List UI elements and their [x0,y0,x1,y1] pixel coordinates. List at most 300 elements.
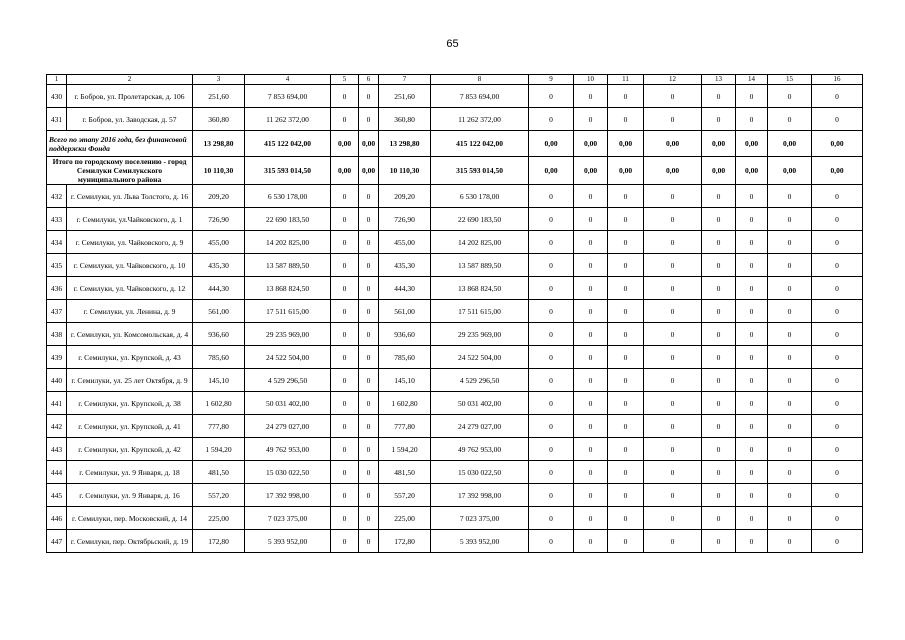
row-number-cell: 434 [47,231,67,254]
value-cell: 0 [702,208,736,231]
value-cell: 50 031 402,00 [431,392,529,415]
address-cell: г. Семилуки, ул. Чайковского, д. 10 [67,254,193,277]
value-cell: 0 [608,484,644,507]
row-number-cell: 441 [47,392,67,415]
address-cell: г. Семилуки, ул. Крупской, д. 41 [67,415,193,438]
value-cell: 0 [644,346,702,369]
total-value-cell: 13 298,80 [379,131,431,157]
address-cell: г. Семилуки, ул. 9 Января, д. 18 [67,461,193,484]
value-cell: 0 [608,507,644,530]
header-cell: 15 [768,75,812,85]
value-cell: 172,80 [193,530,245,553]
total-label: Итого по городскому поселению - город Семилуки Семилукского муниципального района [47,157,193,185]
table-row [47,85,863,108]
value-cell: 0 [608,185,644,208]
value-cell: 0 [331,484,359,507]
table-row [47,461,863,484]
value-cell: 7 853 694,00 [431,85,529,108]
total-value-cell: 13 298,80 [193,131,245,157]
row-number-cell: 444 [47,461,67,484]
value-cell: 0 [736,346,768,369]
value-cell: 0 [608,323,644,346]
value-cell: 0 [359,254,379,277]
value-cell: 0 [702,392,736,415]
table-body [47,75,863,553]
value-cell: 0 [812,392,863,415]
value-cell: 14 202 825,00 [245,231,331,254]
value-cell: 22 690 183,50 [245,208,331,231]
value-cell: 24 522 504,00 [245,346,331,369]
table-row [47,254,863,277]
table-row [47,484,863,507]
value-cell: 15 030 022,50 [245,461,331,484]
value-cell: 0 [768,300,812,323]
address-cell: г. Семилуки, пер. Октябрьский, д. 19 [67,530,193,553]
row-number-cell: 446 [47,507,67,530]
table-row [47,530,863,553]
table-row [47,369,863,392]
value-cell: 481,50 [379,461,431,484]
value-cell: 455,00 [193,231,245,254]
value-cell: 0 [574,415,608,438]
value-cell: 0 [608,461,644,484]
value-cell: 0 [702,530,736,553]
value-cell: 0 [331,85,359,108]
value-cell: 0 [331,415,359,438]
value-cell: 0 [359,108,379,131]
value-cell: 0 [736,392,768,415]
value-cell: 0 [812,369,863,392]
row-number-cell: 447 [47,530,67,553]
value-cell: 0 [812,231,863,254]
header-cell: 14 [736,75,768,85]
value-cell: 0 [574,369,608,392]
value-cell: 0 [644,369,702,392]
value-cell: 0 [702,461,736,484]
value-cell: 0 [644,185,702,208]
value-cell: 0 [331,392,359,415]
value-cell: 0 [608,415,644,438]
address-cell: г. Семилуки, ул. Ленина, д. 9 [67,300,193,323]
value-cell: 0 [574,254,608,277]
value-cell: 557,20 [193,484,245,507]
value-cell: 0 [768,323,812,346]
table-row [47,277,863,300]
value-cell: 0 [608,392,644,415]
header-cell: 4 [245,75,331,85]
total-value-cell: 0,00 [359,131,379,157]
table-row [47,231,863,254]
value-cell: 6 530 178,00 [245,185,331,208]
row-number-cell: 438 [47,323,67,346]
value-cell: 0 [812,415,863,438]
value-cell: 0 [608,530,644,553]
value-cell: 455,00 [379,231,431,254]
value-cell: 0 [736,484,768,507]
value-cell: 0 [331,300,359,323]
row-number-cell: 431 [47,108,67,131]
value-cell: 0 [608,277,644,300]
value-cell: 0 [574,85,608,108]
value-cell: 49 762 953,00 [431,438,529,461]
value-cell: 0 [702,300,736,323]
value-cell: 15 030 022,50 [431,461,529,484]
total-value-cell: 0,00 [736,131,768,157]
total-value-cell: 0,00 [608,131,644,157]
total-value-cell: 0,00 [812,131,863,157]
value-cell: 0 [331,323,359,346]
value-cell: 0 [359,323,379,346]
header-cell: 13 [702,75,736,85]
total-value-cell: 0,00 [529,157,574,185]
value-cell: 145,10 [379,369,431,392]
value-cell: 0 [359,438,379,461]
value-cell: 209,20 [379,185,431,208]
total-value-cell: 0,00 [736,157,768,185]
total-value-cell: 0,00 [768,157,812,185]
table-row [47,323,863,346]
value-cell: 13 868 824,50 [431,277,529,300]
value-cell: 225,00 [379,507,431,530]
value-cell: 0 [574,484,608,507]
value-cell: 0 [702,323,736,346]
value-cell: 0 [644,300,702,323]
value-cell: 24 279 027,00 [245,415,331,438]
value-cell: 50 031 402,00 [245,392,331,415]
value-cell: 360,80 [193,108,245,131]
value-cell: 0 [529,369,574,392]
value-cell: 0 [644,530,702,553]
table-row [47,185,863,208]
table-row [47,208,863,231]
row-number-cell: 436 [47,277,67,300]
address-cell: г. Семилуки, ул. 25 лет Октября, д. 9 [67,369,193,392]
value-cell: 0 [574,461,608,484]
value-cell: 1 602,80 [379,392,431,415]
value-cell: 0 [812,85,863,108]
value-cell: 0 [644,323,702,346]
stage-total-row [47,131,863,157]
table-row [47,438,863,461]
value-cell: 0 [768,507,812,530]
value-cell: 4 529 296,50 [431,369,529,392]
value-cell: 0 [768,438,812,461]
value-cell: 0 [529,108,574,131]
value-cell: 0 [768,185,812,208]
value-cell: 0 [768,85,812,108]
total-value-cell: 0,00 [702,131,736,157]
value-cell: 7 023 375,00 [431,507,529,530]
address-cell: г. Семилуки, пер. Московский, д. 14 [67,507,193,530]
total-value-cell: 0,00 [574,131,608,157]
value-cell: 7 853 694,00 [245,85,331,108]
value-cell: 172,80 [379,530,431,553]
value-cell: 22 690 183,50 [431,208,529,231]
header-cell: 6 [359,75,379,85]
value-cell: 0 [768,415,812,438]
table-row [47,108,863,131]
value-cell: 0 [359,346,379,369]
value-cell: 0 [608,231,644,254]
value-cell: 0 [768,392,812,415]
value-cell: 0 [331,277,359,300]
value-cell: 0 [574,231,608,254]
value-cell: 24 522 504,00 [431,346,529,369]
header-cell: 7 [379,75,431,85]
value-cell: 0 [644,484,702,507]
value-cell: 0 [768,108,812,131]
value-cell: 0 [359,85,379,108]
value-cell: 444,30 [193,277,245,300]
value-cell: 0 [529,277,574,300]
value-cell: 0 [812,507,863,530]
table-row [47,507,863,530]
value-cell: 0 [331,438,359,461]
value-cell: 4 529 296,50 [245,369,331,392]
value-cell: 0 [812,346,863,369]
value-cell: 0 [529,85,574,108]
value-cell: 0 [736,300,768,323]
value-cell: 0 [331,530,359,553]
value-cell: 0 [529,300,574,323]
value-cell: 777,80 [193,415,245,438]
value-cell: 0 [736,208,768,231]
value-cell: 13 587 889,50 [245,254,331,277]
column-number-row [47,75,863,85]
value-cell: 17 392 998,00 [431,484,529,507]
value-cell: 13 868 824,50 [245,277,331,300]
value-cell: 0 [768,254,812,277]
header-cell: 8 [431,75,529,85]
value-cell: 0 [736,85,768,108]
value-cell: 777,80 [379,415,431,438]
value-cell: 49 762 953,00 [245,438,331,461]
value-cell: 5 393 952,00 [245,530,331,553]
value-cell: 0 [812,530,863,553]
value-cell: 0 [359,231,379,254]
value-cell: 0 [529,231,574,254]
value-cell: 0 [702,415,736,438]
total-value-cell: 315 593 014,50 [431,157,529,185]
address-cell: г. Бобров, ул. Заводская, д. 57 [67,108,193,131]
total-value-cell: 415 122 042,00 [245,131,331,157]
value-cell: 0 [812,277,863,300]
value-cell: 0 [574,507,608,530]
page-number: 65 [446,38,459,50]
row-number-cell: 437 [47,300,67,323]
value-cell: 0 [608,369,644,392]
value-cell: 0 [736,369,768,392]
total-value-cell: 0,00 [702,157,736,185]
value-cell: 0 [702,85,736,108]
value-cell: 785,60 [193,346,245,369]
value-cell: 0 [812,108,863,131]
value-cell: 0 [702,254,736,277]
value-cell: 0 [529,323,574,346]
value-cell: 0 [608,254,644,277]
value-cell: 209,20 [193,185,245,208]
value-cell: 0 [644,507,702,530]
value-cell: 0 [736,323,768,346]
address-cell: г. Семилуки, ул. Льва Толстого, д. 16 [67,185,193,208]
value-cell: 936,60 [193,323,245,346]
value-cell: 0 [812,461,863,484]
address-cell: г. Бобров, ул. Пролетарская, д. 106 [67,85,193,108]
value-cell: 0 [574,392,608,415]
value-cell: 0 [736,530,768,553]
value-cell: 0 [702,231,736,254]
value-cell: 0 [812,208,863,231]
value-cell: 0 [529,392,574,415]
header-cell: 3 [193,75,245,85]
value-cell: 5 393 952,00 [431,530,529,553]
value-cell: 0 [359,185,379,208]
value-cell: 0 [736,254,768,277]
row-number-cell: 439 [47,346,67,369]
value-cell: 0 [608,208,644,231]
value-cell: 145,10 [193,369,245,392]
value-cell: 444,30 [379,277,431,300]
value-cell: 0 [529,346,574,369]
value-cell: 0 [331,369,359,392]
value-cell: 0 [359,369,379,392]
value-cell: 0 [812,438,863,461]
total-value-cell: 415 122 042,00 [431,131,529,157]
value-cell: 0 [529,484,574,507]
value-cell: 11 262 372,00 [431,108,529,131]
value-cell: 0 [644,108,702,131]
value-cell: 0 [736,507,768,530]
value-cell: 0 [331,231,359,254]
header-cell: 11 [608,75,644,85]
value-cell: 0 [608,85,644,108]
value-cell: 0 [736,185,768,208]
value-cell: 251,60 [379,85,431,108]
value-cell: 13 587 889,50 [431,254,529,277]
value-cell: 0 [644,392,702,415]
value-cell: 0 [331,208,359,231]
value-cell: 0 [529,461,574,484]
value-cell: 0 [644,231,702,254]
total-value-cell: 0,00 [644,157,702,185]
value-cell: 0 [529,507,574,530]
row-number-cell: 435 [47,254,67,277]
value-cell: 0 [702,484,736,507]
total-value-cell: 0,00 [768,131,812,157]
total-value-cell: 0,00 [812,157,863,185]
total-value-cell: 0,00 [359,157,379,185]
table-row [47,392,863,415]
row-number-cell: 443 [47,438,67,461]
header-cell: 2 [67,75,193,85]
header-cell: 1 [47,75,67,85]
value-cell: 6 530 178,00 [431,185,529,208]
header-cell: 5 [331,75,359,85]
value-cell: 0 [768,231,812,254]
value-cell: 785,60 [379,346,431,369]
value-cell: 24 279 027,00 [431,415,529,438]
total-value-cell: 0,00 [529,131,574,157]
value-cell: 0 [768,369,812,392]
address-cell: г. Семилуки, ул. 9 Января, д. 16 [67,484,193,507]
value-cell: 7 023 375,00 [245,507,331,530]
total-label: Всего по этапу 2016 года, без финансовой поддержки Фонда [47,131,193,157]
value-cell: 0 [812,185,863,208]
value-cell: 0 [644,277,702,300]
value-cell: 1 594,20 [379,438,431,461]
value-cell: 0 [768,530,812,553]
total-value-cell: 10 110,30 [379,157,431,185]
value-cell: 0 [702,507,736,530]
value-cell: 0 [702,277,736,300]
value-cell: 0 [574,346,608,369]
total-value-cell: 315 593 014,50 [245,157,331,185]
value-cell: 0 [644,208,702,231]
value-cell: 0 [812,254,863,277]
value-cell: 0 [574,438,608,461]
value-cell: 0 [702,369,736,392]
value-cell: 0 [644,415,702,438]
total-value-cell: 10 110,30 [193,157,245,185]
address-cell: г. Семилуки, ул. Крупской, д. 42 [67,438,193,461]
value-cell: 0 [331,185,359,208]
value-cell: 0 [702,438,736,461]
table-row [47,415,863,438]
total-value-cell: 0,00 [608,157,644,185]
value-cell: 29 235 969,00 [431,323,529,346]
value-cell: 0 [529,530,574,553]
value-cell: 0 [736,461,768,484]
address-cell: г. Семилуки, ул. Комсомольская, д. 4 [67,323,193,346]
value-cell: 435,30 [193,254,245,277]
value-cell: 0 [736,277,768,300]
value-cell: 0 [331,507,359,530]
value-cell: 435,30 [379,254,431,277]
value-cell: 481,50 [193,461,245,484]
value-cell: 0 [359,208,379,231]
value-cell: 0 [359,392,379,415]
header-cell: 12 [644,75,702,85]
value-cell: 0 [529,185,574,208]
value-cell: 0 [529,415,574,438]
value-cell: 0 [608,346,644,369]
value-cell: 0 [359,415,379,438]
value-cell: 0 [359,507,379,530]
row-number-cell: 445 [47,484,67,507]
value-cell: 225,00 [193,507,245,530]
value-cell: 17 511 615,00 [245,300,331,323]
value-cell: 0 [574,208,608,231]
value-cell: 0 [574,323,608,346]
value-cell: 0 [529,208,574,231]
value-cell: 0 [359,300,379,323]
value-cell: 0 [359,277,379,300]
row-number-cell: 440 [47,369,67,392]
row-number-cell: 432 [47,185,67,208]
value-cell: 0 [812,323,863,346]
value-cell: 0 [702,108,736,131]
value-cell: 0 [331,346,359,369]
value-cell: 0 [644,85,702,108]
value-cell: 0 [812,300,863,323]
total-value-cell: 0,00 [331,131,359,157]
city-total-row [47,157,863,185]
total-value-cell: 0,00 [331,157,359,185]
value-cell: 557,20 [379,484,431,507]
value-cell: 561,00 [379,300,431,323]
value-cell: 0 [574,108,608,131]
value-cell: 0 [359,530,379,553]
